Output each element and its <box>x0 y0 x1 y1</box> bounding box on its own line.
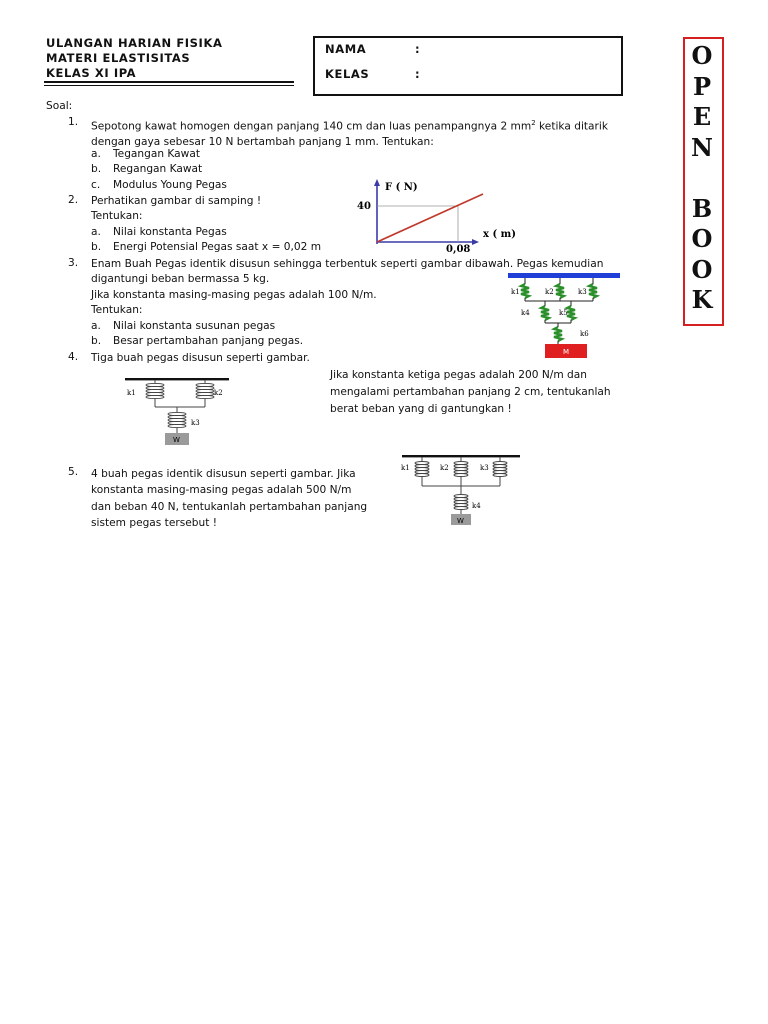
header-underline <box>44 81 294 83</box>
q1-line2: dengan gaya sebesar 10 N bertambah panjang 1 mm. Tentukan: <box>91 135 434 148</box>
q3-line2: digantungi beban bermassa 5 kg. <box>91 273 270 286</box>
three-springs-figure <box>122 375 232 447</box>
spring-k5 <box>567 306 575 320</box>
open-book-letter: B <box>691 193 713 223</box>
q5-line1: 4 buah pegas identik disusun seperti gambar. Jika <box>91 468 356 480</box>
open-book-letter: E <box>692 102 712 131</box>
label-k1: k1 <box>401 464 410 472</box>
header-subject: MATERI ELASTISITAS <box>46 51 191 65</box>
q2-item-a <box>91 225 321 240</box>
q1-line1-end: ketika ditarik <box>535 120 608 133</box>
header-title: ULANGAN HARIAN FISIKA <box>46 36 223 50</box>
q1-line1-text: Sepotong kawat homogen dengan panjang 140 cm dan luas penampangnya 2 mm <box>91 120 532 133</box>
spring-k2 <box>454 462 468 477</box>
spring-k1 <box>415 462 429 477</box>
label-k2: k2 <box>214 389 223 397</box>
label-k4: k4 <box>472 502 481 510</box>
q4-line1: Tiga buah pegas disusun seperti gambar. <box>91 352 310 364</box>
spring-k2 <box>196 383 214 398</box>
q3-number: 3. <box>68 257 79 269</box>
document-header <box>46 36 222 81</box>
label-k4: k4 <box>521 309 530 317</box>
q1-number: 1. <box>68 116 79 128</box>
q4-right-line1: Jika konstanta ketiga pegas adalah 200 N/m dan <box>330 369 587 381</box>
spring-k2 <box>556 284 564 298</box>
graph-x-value: 0,08 <box>446 244 471 254</box>
ceiling-bar <box>125 378 229 380</box>
graph-x-arrow <box>472 239 479 245</box>
label-k1: k1 <box>511 288 520 296</box>
q1-text <box>91 116 608 150</box>
soal-label: Soal: <box>46 100 73 112</box>
open-book-letter: O <box>691 41 713 70</box>
graph-x-label: x ( m) <box>483 229 516 240</box>
label-k5: k5 <box>559 309 568 317</box>
open-book-letter: N <box>691 132 713 162</box>
item-text: Energi Potensial Pegas saat x = 0,02 m <box>113 241 322 254</box>
item-text: Modulus Young Pegas <box>113 178 227 191</box>
item-text: Regangan Kawat <box>113 163 203 176</box>
q3-line4: Tentukan: <box>91 304 143 317</box>
item-text: Nilai konstanta Pegas <box>113 225 227 238</box>
q5-line3: dan beban 40 N, tentukanlah pertambahan panjang <box>91 500 368 513</box>
q3-line1: Enam Buah Pegas identik disusun sehingga terbentuk seperti gambar dibawah. Pegas kemudian <box>91 258 604 270</box>
item-text: Nilai konstanta susunan pegas <box>113 319 276 332</box>
name-label: NAMA <box>325 42 367 56</box>
q1-item-a <box>91 147 227 162</box>
name-box <box>313 36 623 96</box>
spring-k3 <box>493 462 507 477</box>
q1-item-c <box>91 178 227 193</box>
q2-line2: Tentukan: <box>91 210 143 223</box>
q4-right-line3: berat beban yang di gantungkan ! <box>330 403 512 415</box>
item-letter: b. <box>91 335 102 348</box>
q5-number: 5. <box>68 466 79 478</box>
graph-y-arrow <box>374 179 380 186</box>
item-letter: b. <box>91 241 102 254</box>
item-letter: b. <box>91 163 102 176</box>
name-colon: : <box>415 42 421 56</box>
spring-k1 <box>146 383 164 398</box>
q1-superscript: 2 <box>531 119 536 127</box>
item-letter: a. <box>91 148 101 160</box>
q5-text <box>91 466 367 532</box>
four-springs-figure <box>398 452 524 527</box>
item-letter: c. <box>91 178 101 191</box>
q2-text <box>91 194 321 256</box>
q5-line2: konstanta masing-masing pegas adalah 500 N/m <box>91 484 352 497</box>
graph-y-label: F ( N) <box>385 182 418 193</box>
q2-line1: Perhatikan gambar di samping ! <box>91 195 262 207</box>
q2-number: 2. <box>68 194 79 206</box>
weight-label: W <box>457 517 464 525</box>
label-k6: k6 <box>580 330 589 338</box>
q4-right-text <box>330 367 611 418</box>
open-book-letter: O <box>691 224 713 253</box>
open-book-box <box>683 37 724 326</box>
header-class: KELAS XI IPA <box>46 66 137 80</box>
spring-k4 <box>454 495 468 510</box>
item-text: Besar pertambahan panjang pegas. <box>113 335 304 348</box>
q5-line4: sistem pegas tersebut ! <box>91 517 217 530</box>
open-book-letter: O <box>691 254 713 284</box>
open-book-letter: P <box>692 71 712 101</box>
label-k3: k3 <box>191 419 200 427</box>
graph-y-value: 40 <box>357 201 371 212</box>
graph-line <box>377 194 483 242</box>
mass-label: M <box>563 348 570 356</box>
ceiling-bar <box>508 273 620 278</box>
open-book-gap <box>685 163 719 194</box>
open-book-letter: K <box>691 285 713 314</box>
label-k2: k2 <box>545 288 554 296</box>
item-letter: a. <box>91 225 101 238</box>
q1-item-b <box>91 162 227 177</box>
item-text: Tegangan Kawat <box>113 148 200 160</box>
label-k2: k2 <box>440 464 449 472</box>
q3-line3: Jika konstanta masing-masing pegas adalah 100 N/m. <box>91 288 377 301</box>
spring-k3 <box>168 412 186 427</box>
spring-k6 <box>554 327 562 341</box>
item-letter: a. <box>91 319 101 332</box>
q4-number: 4. <box>68 351 79 363</box>
class-colon: : <box>415 67 421 81</box>
class-label: KELAS <box>325 67 370 81</box>
label-k3: k3 <box>578 288 587 296</box>
q1-items <box>91 147 227 193</box>
q2-item-b <box>91 240 321 255</box>
q1-line1 <box>91 116 608 135</box>
spring-k1 <box>521 284 529 298</box>
spring-k4 <box>541 306 549 320</box>
weight-label: W <box>173 436 180 444</box>
header-underline-thin <box>44 85 294 86</box>
label-k3: k3 <box>480 464 489 472</box>
six-springs-figure <box>505 270 621 362</box>
q4-right-line2: mengalami pertambahan panjang 2 cm, tentukanlah <box>330 386 611 398</box>
label-k1: k1 <box>127 389 136 397</box>
force-extension-graph <box>352 176 532 254</box>
spring-k3 <box>589 284 597 298</box>
